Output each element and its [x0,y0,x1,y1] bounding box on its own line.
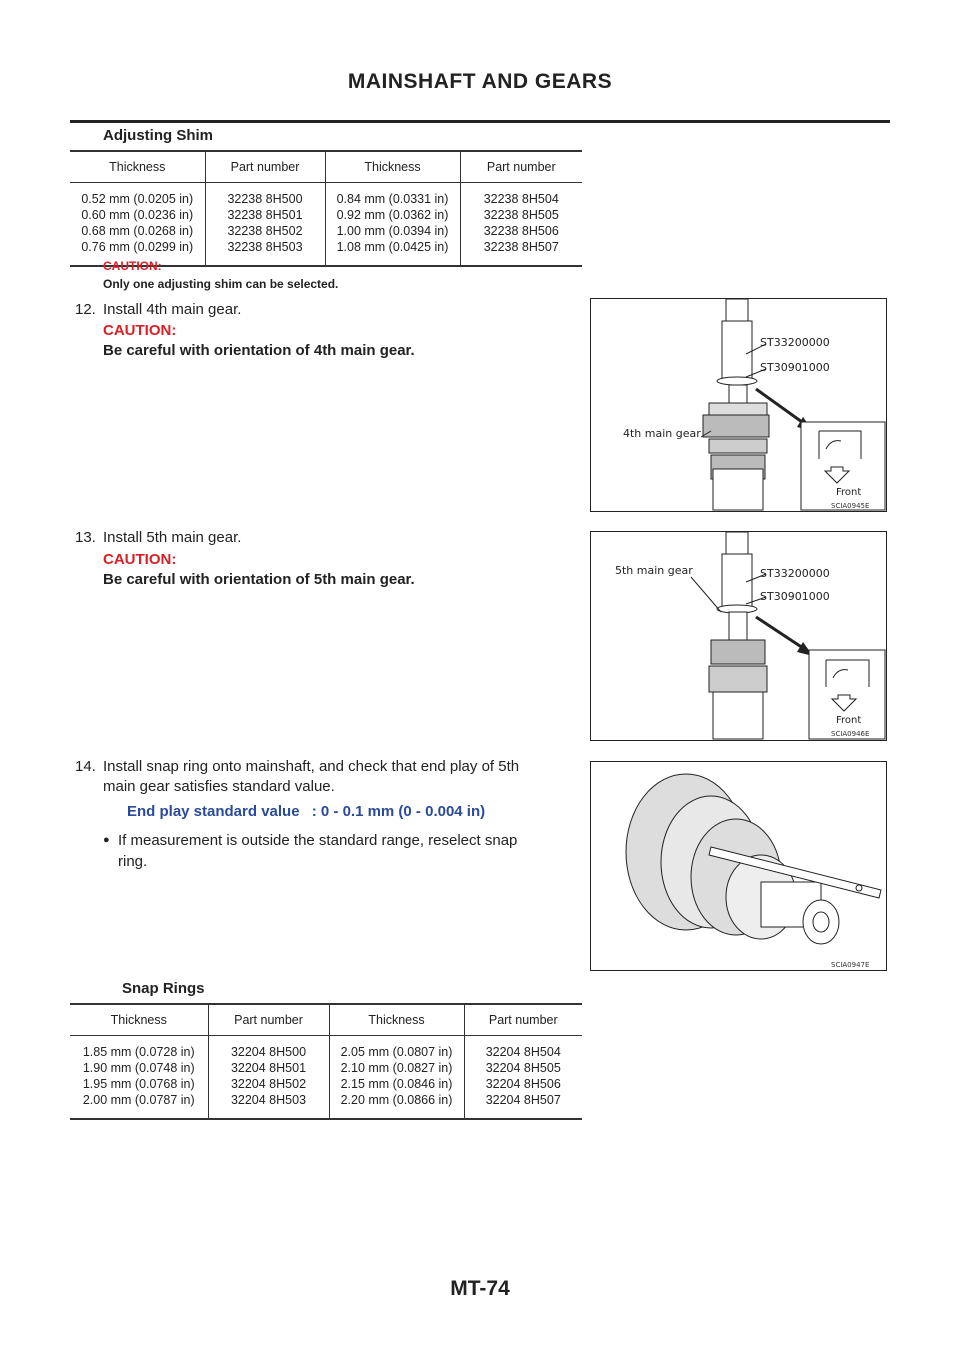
tool-label: ST33200000 [760,336,830,349]
col-header-part-number: Part number [464,1004,582,1036]
step-text: Install 4th main gear. [103,301,242,318]
caution-label: CAUTION: [103,322,177,339]
col-header-thickness: Thickness [325,151,460,183]
bullet-icon: ● [103,834,110,846]
step-text-line: Install snap ring onto mainshaft, and check that end play of 5th [103,758,520,775]
caution-label: CAUTION: [103,259,162,273]
adjusting-shim-heading: Adjusting Shim [103,127,213,144]
end-play-measure-illustration [591,762,886,970]
bullet-text-line: ring. [118,853,148,870]
tool-label: ST33200000 [760,567,830,580]
table-cell-thickness: 2.05 mm (0.0807 in) 2.10 mm (0.0827 in) 2.15 mm (0.0846 in) 2.20 mm (0.0866 in) [329,1036,464,1120]
col-header-thickness: Thickness [70,151,205,183]
caution-text: Be careful with orientation of 5th main gear. [103,571,415,588]
front-label: Front [836,715,862,726]
col-header-thickness: Thickness [329,1004,464,1036]
figure-4th-main-gear [590,298,887,512]
table-cell-part-number: 32204 8H504 32204 8H505 32204 8H506 32204 8H507 [464,1036,582,1120]
figure-id: SCIA0946E [831,730,870,738]
step-text-line: main gear satisfies standard value. [103,778,335,795]
table-cell-thickness: 0.52 mm (0.0205 in) 0.60 mm (0.0236 in) 0.68 mm (0.0268 in) 0.76 mm (0.0299 in) [70,183,205,267]
col-header-part-number: Part number [460,151,582,183]
table-cell-thickness: 1.85 mm (0.0728 in) 1.90 mm (0.0748 in) 1.95 mm (0.0768 in) 2.00 mm (0.0787 in) [70,1036,208,1120]
figure-id: SCIA0945E [831,502,870,510]
table-cell-thickness: 0.84 mm (0.0331 in) 0.92 mm (0.0362 in) 1.00 mm (0.0394 in) 1.08 mm (0.0425 in) [325,183,460,267]
adjusting-shim-table [70,150,582,267]
step-number: 13. [75,529,96,546]
table-cell-part-number: 32238 8H504 32238 8H505 32238 8H506 32238 8H507 [460,183,582,267]
part-label: 4th main gear [623,427,701,440]
col-header-thickness: Thickness [70,1004,208,1036]
standard-label: End play standard value [127,803,300,820]
step-number: 12. [75,301,96,318]
tool-label: ST30901000 [760,361,830,374]
gear-install-illustration [591,299,886,511]
table-cell-part-number: 32204 8H500 32204 8H501 32204 8H502 32204 8H503 [208,1036,329,1120]
part-label: 5th main gear [615,564,693,577]
step-text: Install 5th main gear. [103,529,242,546]
bullet-item [103,830,578,872]
front-label: Front [836,487,862,498]
page-title: MAINSHAFT AND GEARS [347,70,613,93]
figure-id: SCIA0947E [831,961,870,969]
figure-snap-ring-end-play [590,761,887,971]
step-number: 14. [75,758,96,775]
table-cell-part-number: 32238 8H500 32238 8H501 32238 8H502 32238 8H503 [205,183,325,267]
header-rule [70,120,890,123]
standard-value: : 0 - 0.1 mm (0 - 0.004 in) [311,803,486,820]
col-header-part-number: Part number [205,151,325,183]
figure-5th-main-gear [590,531,887,741]
bullet-text-line: If measurement is outside the standard range, reselect snap [118,832,518,849]
caution-label: CAUTION: [103,551,177,568]
standard-value-row [127,803,485,820]
tool-label: ST30901000 [760,590,830,603]
page-number: MT-74 [450,1277,510,1300]
caution-text: Only one adjusting shim can be selected. [103,277,339,291]
col-header-part-number: Part number [208,1004,329,1036]
snap-rings-table [70,1003,582,1120]
snap-rings-heading: Snap Rings [122,980,205,997]
gear-install-illustration [591,532,886,740]
caution-text: Be careful with orientation of 4th main gear. [103,342,415,359]
